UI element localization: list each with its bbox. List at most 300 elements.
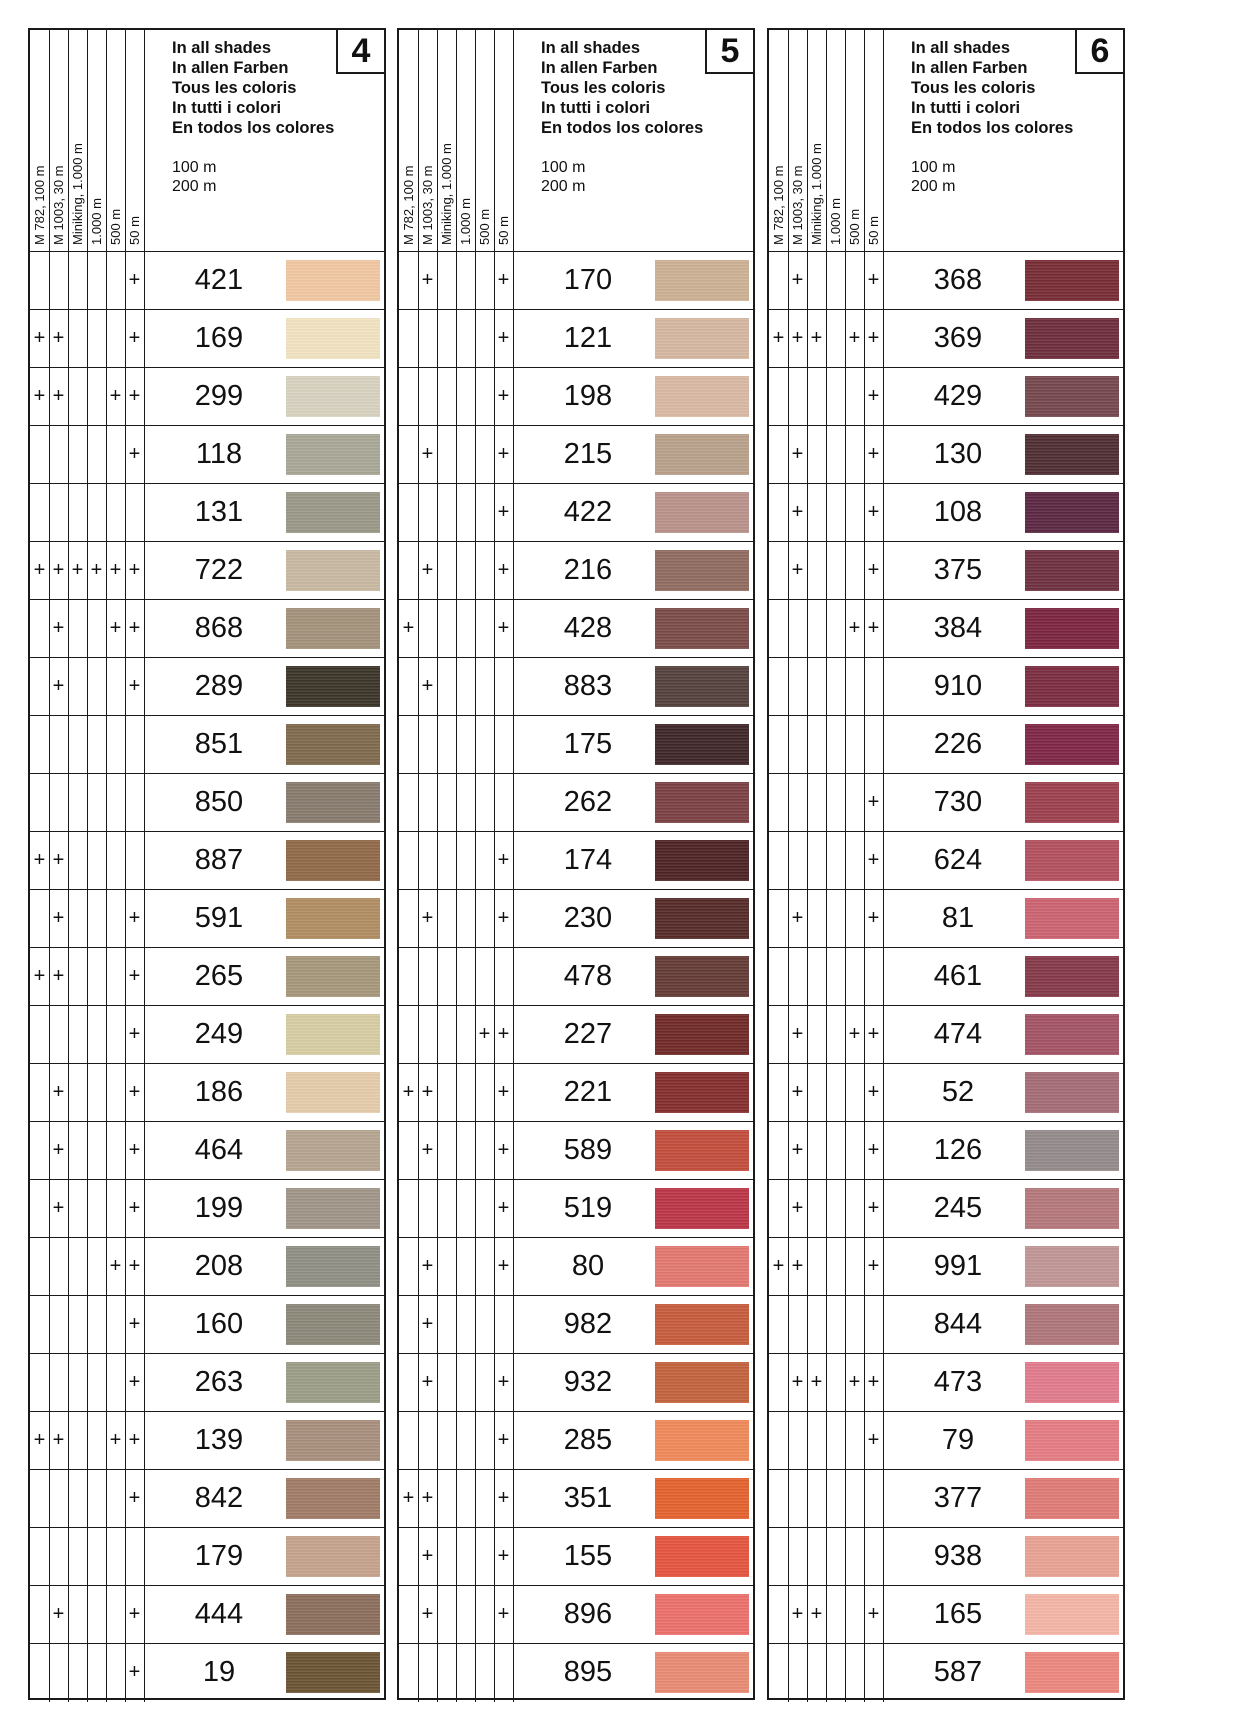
availability-mark: [399, 484, 419, 541]
availability-mark: +: [49, 1180, 69, 1237]
availability-mark: [456, 1354, 476, 1411]
shade-row: [769, 542, 1123, 600]
availability-mark: +: [49, 1064, 69, 1121]
availability-mark: +: [475, 1006, 495, 1063]
length-line: 200 m: [541, 178, 586, 195]
shades-line: In tutti i colori: [172, 99, 282, 117]
shade-code: 155: [563, 1540, 613, 1572]
availability-mark: [106, 1122, 126, 1179]
availability-mark: +: [845, 1354, 865, 1411]
availability-mark: [106, 774, 126, 831]
availability-mark: +: [864, 368, 884, 425]
color-swatch: [286, 666, 380, 707]
shade-code: 895: [563, 1656, 613, 1688]
availability-mark: [30, 1006, 50, 1063]
shade-code: 263: [194, 1366, 244, 1398]
color-swatch: [1025, 1362, 1119, 1403]
availability-mark: [826, 1528, 846, 1585]
shade-row: [30, 1064, 384, 1122]
shade-row: [30, 1238, 384, 1296]
color-swatch: [1025, 1188, 1119, 1229]
availability-mark: [475, 252, 495, 309]
shade-code: 121: [563, 322, 613, 354]
availability-mark: [456, 1180, 476, 1237]
availability-mark: [475, 310, 495, 367]
availability-mark: [807, 252, 827, 309]
availability-label: 500 m: [846, 208, 862, 245]
availability-mark: [49, 484, 69, 541]
shade-row: [769, 368, 1123, 426]
availability-mark: [30, 1470, 50, 1527]
availability-mark: [87, 1528, 107, 1585]
availability-mark: [456, 890, 476, 947]
availability-mark: +: [864, 252, 884, 309]
color-swatch: [655, 1304, 749, 1345]
availability-mark: [807, 658, 827, 715]
availability-mark: [68, 716, 88, 773]
availability-mark: +: [125, 1470, 145, 1527]
shade-code: 444: [194, 1598, 244, 1630]
availability-mark: +: [125, 252, 145, 309]
availability-mark: +: [494, 1470, 514, 1527]
availability-mark: [399, 1354, 419, 1411]
availability-mark: [456, 716, 476, 773]
shade-row: [769, 1064, 1123, 1122]
availability-mark: +: [125, 890, 145, 947]
availability-mark: [769, 948, 789, 1005]
availability-mark: +: [845, 600, 865, 657]
color-swatch: [286, 1536, 380, 1577]
shade-row: [769, 832, 1123, 890]
color-swatch: [1025, 608, 1119, 649]
color-swatch: [655, 782, 749, 823]
availability-mark: [87, 600, 107, 657]
shade-code: 429: [933, 380, 983, 412]
shade-code: 230: [563, 902, 613, 934]
availability-mark: [807, 542, 827, 599]
length-line: 200 m: [172, 178, 217, 195]
shade-code: 932: [563, 1366, 613, 1398]
availability-mark: [456, 774, 476, 831]
availability-mark: [49, 426, 69, 483]
availability-mark: [87, 252, 107, 309]
color-swatch: [655, 434, 749, 475]
availability-mark: [807, 890, 827, 947]
availability-mark: +: [864, 484, 884, 541]
shades-line: En todos los colores: [172, 119, 335, 137]
availability-mark: [437, 542, 457, 599]
availability-mark: +: [418, 1064, 438, 1121]
availability-mark: +: [125, 1412, 145, 1469]
availability-mark: [845, 1528, 865, 1585]
availability-mark: [399, 832, 419, 889]
color-swatch: [655, 724, 749, 765]
color-swatch: [286, 434, 380, 475]
shade-row: [30, 484, 384, 542]
lengths-note: [541, 158, 585, 196]
availability-mark: [475, 1412, 495, 1469]
shade-code: 216: [563, 554, 613, 586]
shade-row: [30, 1412, 384, 1470]
availability-mark: +: [807, 1586, 827, 1643]
availability-mark: [399, 1296, 419, 1353]
availability-mark: +: [494, 252, 514, 309]
availability-mark: [769, 1470, 789, 1527]
availability-mark: [475, 1296, 495, 1353]
availability-mark: [437, 1064, 457, 1121]
availability-column-header: [49, 30, 69, 251]
shade-row: [399, 1354, 753, 1412]
availability-mark: [475, 1586, 495, 1643]
shades-line: In allen Farben: [172, 59, 289, 77]
availability-mark: +: [418, 1470, 438, 1527]
availability-mark: [456, 1006, 476, 1063]
color-swatch: [286, 1014, 380, 1055]
availability-column-header: [475, 30, 495, 251]
availability-mark: [30, 716, 50, 773]
shades-line: Tous les coloris: [172, 79, 297, 97]
availability-mark: [30, 1296, 50, 1353]
availability-mark: [475, 426, 495, 483]
color-swatch: [286, 956, 380, 997]
shade-row: [769, 774, 1123, 832]
availability-mark: [87, 484, 107, 541]
availability-mark: [826, 832, 846, 889]
availability-mark: [845, 252, 865, 309]
color-swatch: [1025, 1014, 1119, 1055]
availability-mark: [807, 600, 827, 657]
availability-mark: +: [864, 1354, 884, 1411]
availability-mark: [399, 948, 419, 1005]
panel-header: [399, 30, 753, 252]
availability-mark: [437, 716, 457, 773]
shade-code: 474: [933, 1018, 983, 1050]
availability-mark: [106, 832, 126, 889]
color-swatch: [1025, 724, 1119, 765]
availability-label: Miniking, 1.000 m: [808, 143, 824, 245]
availability-mark: +: [49, 658, 69, 715]
shade-list: [30, 252, 384, 1702]
availability-mark: [826, 1122, 846, 1179]
availability-column-header: [125, 30, 145, 251]
shade-code: 351: [563, 1482, 613, 1514]
availability-mark: [106, 1354, 126, 1411]
color-swatch: [655, 492, 749, 533]
shade-row: [769, 1644, 1123, 1702]
color-swatch: [286, 1478, 380, 1519]
shade-code: 464: [194, 1134, 244, 1166]
availability-mark: +: [845, 310, 865, 367]
availability-mark: +: [399, 600, 419, 657]
shade-code: 131: [194, 496, 244, 528]
availability-mark: [807, 1528, 827, 1585]
shades-note: [541, 38, 703, 138]
shade-row: [769, 1412, 1123, 1470]
availability-mark: [49, 1644, 69, 1702]
availability-mark: [807, 1238, 827, 1295]
availability-mark: +: [864, 1412, 884, 1469]
availability-column-header: [864, 30, 884, 251]
availability-mark: [437, 1644, 457, 1702]
shades-line: Tous les coloris: [541, 79, 666, 97]
panel-header: [30, 30, 384, 252]
color-swatch: [1025, 956, 1119, 997]
availability-mark: [826, 426, 846, 483]
availability-mark: +: [845, 1006, 865, 1063]
shade-row: [399, 600, 753, 658]
availability-mark: [437, 1528, 457, 1585]
shade-row: [399, 1412, 753, 1470]
availability-column-header: [87, 30, 107, 251]
availability-mark: [845, 1180, 865, 1237]
availability-mark: [826, 1296, 846, 1353]
availability-mark: [68, 1238, 88, 1295]
shade-code: 422: [563, 496, 613, 528]
shade-row: [769, 1006, 1123, 1064]
availability-mark: [826, 948, 846, 1005]
shade-row: [769, 484, 1123, 542]
color-swatch: [286, 1362, 380, 1403]
availability-mark: [87, 890, 107, 947]
availability-mark: +: [788, 1354, 808, 1411]
availability-mark: [437, 600, 457, 657]
shade-code: 108: [933, 496, 983, 528]
color-swatch: [1025, 1420, 1119, 1461]
shade-code: 208: [194, 1250, 244, 1282]
availability-mark: +: [788, 1586, 808, 1643]
availability-mark: [49, 1528, 69, 1585]
shade-row: [399, 948, 753, 1006]
availability-mark: [769, 542, 789, 599]
availability-mark: [49, 1238, 69, 1295]
availability-mark: [30, 1238, 50, 1295]
availability-mark: [769, 368, 789, 425]
availability-mark: [769, 1296, 789, 1353]
availability-mark: [769, 1180, 789, 1237]
availability-mark: [807, 1006, 827, 1063]
availability-mark: +: [399, 1064, 419, 1121]
availability-mark: [399, 1586, 419, 1643]
availability-mark: [807, 948, 827, 1005]
availability-mark: +: [788, 542, 808, 599]
availability-mark: [30, 600, 50, 657]
availability-mark: [475, 1238, 495, 1295]
shade-code: 227: [563, 1018, 613, 1050]
availability-label: Miniking, 1.000 m: [69, 143, 85, 245]
availability-mark: [418, 832, 438, 889]
availability-mark: [106, 716, 126, 773]
shade-row: [399, 426, 753, 484]
availability-mark: [807, 1064, 827, 1121]
availability-mark: [68, 1644, 88, 1702]
color-swatch: [655, 550, 749, 591]
availability-mark: [769, 1528, 789, 1585]
availability-mark: [87, 368, 107, 425]
availability-mark: [437, 832, 457, 889]
availability-mark: +: [125, 1296, 145, 1353]
shade-row: [30, 542, 384, 600]
shade-code: 842: [194, 1482, 244, 1514]
shade-row: [30, 774, 384, 832]
availability-mark: [68, 1586, 88, 1643]
availability-mark: [788, 1528, 808, 1585]
availability-column-header: [494, 30, 514, 251]
availability-mark: [769, 1354, 789, 1411]
availability-mark: +: [125, 1586, 145, 1643]
shade-code: 384: [933, 612, 983, 644]
shade-code: 198: [563, 380, 613, 412]
availability-mark: [30, 658, 50, 715]
availability-mark: [456, 1238, 476, 1295]
availability-mark: [494, 1296, 514, 1353]
availability-label: M 782, 100 m: [770, 165, 786, 245]
color-swatch: [1025, 840, 1119, 881]
availability-mark: [864, 948, 884, 1005]
availability-mark: +: [418, 1122, 438, 1179]
availability-mark: [30, 252, 50, 309]
shade-code: 377: [933, 1482, 983, 1514]
availability-mark: [475, 716, 495, 773]
availability-label: 500 m: [107, 208, 123, 245]
availability-mark: [826, 310, 846, 367]
availability-mark: +: [494, 832, 514, 889]
color-swatch: [1025, 1246, 1119, 1287]
availability-mark: +: [125, 1644, 145, 1702]
availability-mark: +: [49, 600, 69, 657]
availability-mark: [845, 1470, 865, 1527]
shade-code: 19: [202, 1656, 236, 1688]
color-swatch: [1025, 434, 1119, 475]
shade-row: [769, 890, 1123, 948]
color-swatch: [655, 1594, 749, 1635]
availability-mark: +: [30, 368, 50, 425]
shade-row: [30, 658, 384, 716]
shade-row: [399, 542, 753, 600]
availability-mark: [87, 310, 107, 367]
availability-mark: +: [399, 1470, 419, 1527]
shade-row: [399, 1296, 753, 1354]
availability-mark: [456, 1644, 476, 1702]
color-swatch: [286, 1652, 380, 1693]
availability-mark: [788, 1412, 808, 1469]
availability-column-header: [845, 30, 865, 251]
availability-mark: [826, 1412, 846, 1469]
shade-row: [769, 252, 1123, 310]
availability-mark: +: [788, 1122, 808, 1179]
shade-row: [30, 368, 384, 426]
availability-mark: +: [49, 542, 69, 599]
shade-row: [399, 310, 753, 368]
availability-mark: [106, 948, 126, 1005]
availability-mark: [106, 890, 126, 947]
shade-row: [30, 1180, 384, 1238]
length-line: 200 m: [911, 178, 956, 195]
availability-mark: [437, 774, 457, 831]
shades-line: In allen Farben: [541, 59, 658, 77]
color-swatch: [655, 1072, 749, 1113]
color-swatch: [1025, 492, 1119, 533]
availability-mark: [475, 368, 495, 425]
length-line: 100 m: [172, 159, 217, 176]
availability-label: 1.000 m: [88, 198, 104, 245]
color-swatch: [1025, 260, 1119, 301]
availability-mark: [87, 1006, 107, 1063]
color-swatch: [655, 1536, 749, 1577]
availability-mark: [68, 426, 88, 483]
color-swatch: [1025, 666, 1119, 707]
shade-code: 289: [194, 670, 244, 702]
shade-row: [30, 1354, 384, 1412]
shade-row: [399, 252, 753, 310]
availability-mark: [769, 1412, 789, 1469]
availability-mark: [106, 1296, 126, 1353]
availability-mark: [807, 832, 827, 889]
availability-mark: +: [864, 1006, 884, 1063]
shade-code: 170: [563, 264, 613, 296]
availability-mark: [49, 774, 69, 831]
availability-mark: +: [494, 1354, 514, 1411]
shade-row: [769, 1354, 1123, 1412]
availability-mark: [807, 1296, 827, 1353]
availability-mark: [437, 1586, 457, 1643]
availability-mark: +: [125, 1006, 145, 1063]
availability-mark: [30, 1180, 50, 1237]
availability-mark: +: [49, 832, 69, 889]
availability-mark: +: [864, 890, 884, 947]
length-line: 100 m: [911, 159, 956, 176]
availability-mark: +: [30, 948, 50, 1005]
availability-mark: [456, 368, 476, 425]
availability-mark: [769, 1586, 789, 1643]
availability-mark: [845, 774, 865, 831]
availability-mark: [864, 716, 884, 773]
availability-mark: [30, 1064, 50, 1121]
availability-mark: [399, 368, 419, 425]
shade-code: 375: [933, 554, 983, 586]
availability-mark: [399, 252, 419, 309]
color-swatch: [655, 898, 749, 939]
availability-mark: [456, 1064, 476, 1121]
availability-mark: +: [125, 1180, 145, 1237]
availability-mark: [30, 774, 50, 831]
availability-mark: +: [68, 542, 88, 599]
availability-mark: [437, 310, 457, 367]
availability-mark: [49, 1354, 69, 1411]
shade-row: [399, 1122, 753, 1180]
color-swatch: [286, 550, 380, 591]
availability-mark: +: [494, 542, 514, 599]
availability-mark: +: [807, 310, 827, 367]
shade-row: [399, 1528, 753, 1586]
availability-mark: +: [125, 948, 145, 1005]
availability-mark: [399, 716, 419, 773]
availability-mark: [826, 890, 846, 947]
availability-mark: [769, 1122, 789, 1179]
availability-mark: [87, 1296, 107, 1353]
color-swatch: [286, 376, 380, 417]
availability-mark: [418, 948, 438, 1005]
availability-mark: [826, 716, 846, 773]
availability-mark: [826, 1354, 846, 1411]
availability-mark: +: [864, 1238, 884, 1295]
lengths-note: [911, 158, 955, 196]
availability-mark: [106, 1470, 126, 1527]
availability-mark: +: [864, 774, 884, 831]
availability-mark: [456, 310, 476, 367]
availability-mark: [49, 1296, 69, 1353]
availability-mark: [864, 1528, 884, 1585]
availability-mark: [864, 1470, 884, 1527]
